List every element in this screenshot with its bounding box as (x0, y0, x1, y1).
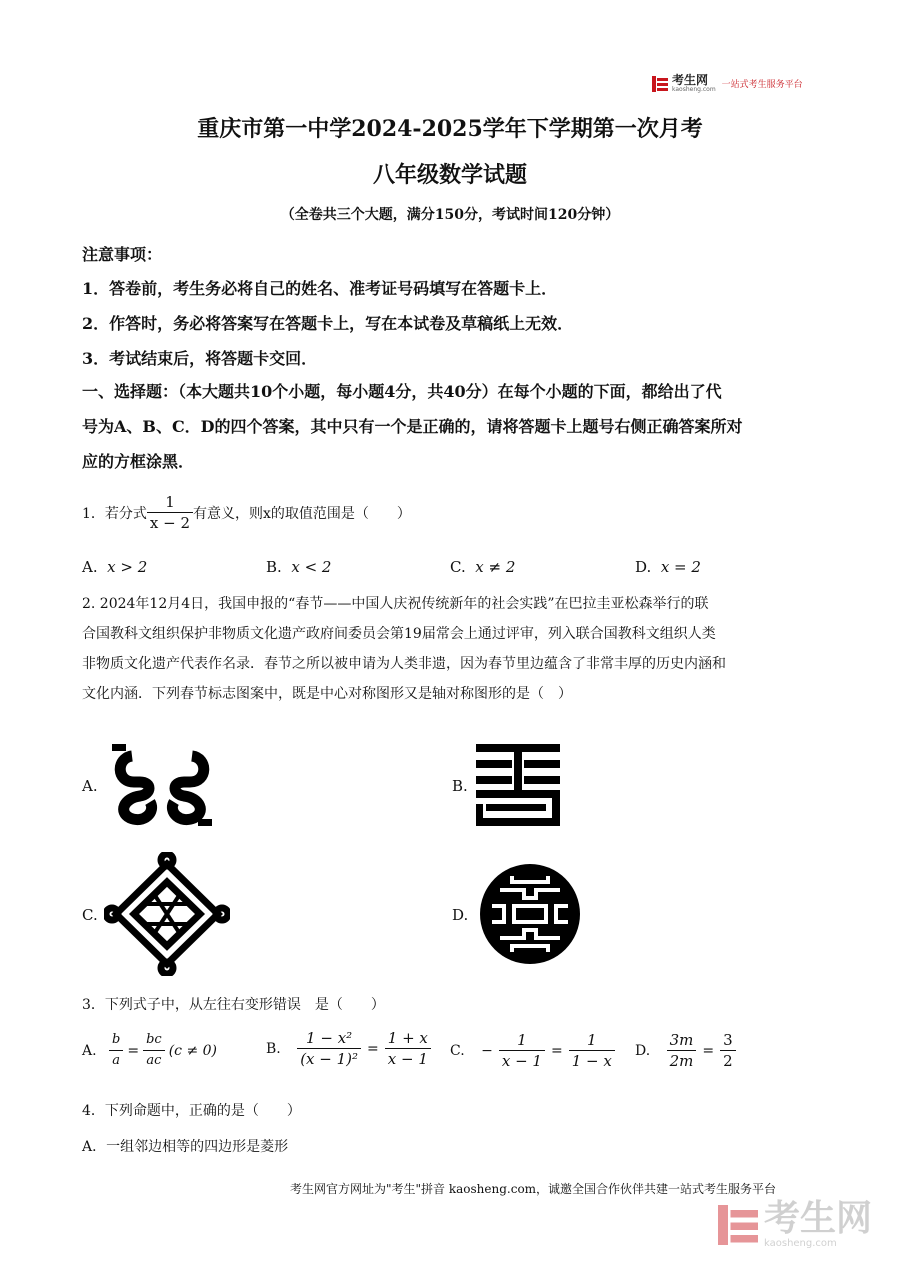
denominator: (x − 1)² (300, 1050, 359, 1068)
brand-name: 考生网 (672, 73, 709, 87)
notice-item-1: 1．答卷前，考生务必将自己的姓名、准考证号码填写在答题卡上． (82, 279, 558, 298)
q3-option-b[interactable] (266, 1028, 431, 1069)
q1-fraction (147, 492, 193, 533)
section-line-2: 号为A、B、C．D的四个答案，其中只有一个是正确的，请将答题卡上题号右侧正确答案所对 (82, 417, 743, 436)
q1-numerator: 1 (147, 492, 193, 513)
brand-text (672, 74, 716, 93)
option-label: A. (82, 558, 98, 576)
fraction (667, 1030, 697, 1071)
q2-line-1: 2. 2024年12月4日，我国申报的“春节——中国人庆祝传统新年的社会实践”在巴拉圭亚松森举行的联 (82, 596, 709, 612)
brand-url: kaosheng.com (672, 86, 716, 93)
equals-sign: = (367, 1040, 379, 1057)
kaosheng-logo-icon (652, 76, 668, 92)
denominator: 1 − x (571, 1052, 612, 1070)
numerator: 3m (667, 1030, 697, 1051)
numerator: 1 (569, 1030, 615, 1051)
q3-option-c[interactable] (450, 1030, 615, 1071)
q2-option-b-label[interactable]: B. (452, 777, 468, 795)
fraction (297, 1028, 361, 1069)
exam-subtitle: 八年级数学试题 (372, 162, 527, 188)
notice-item-3: 3．考试结束后，将答题卡交回． (82, 349, 318, 368)
numerator: 1 + x (385, 1028, 431, 1049)
watermark-text (764, 1200, 872, 1249)
denominator: x − 1 (501, 1052, 542, 1070)
equals-sign: = (550, 1042, 563, 1059)
notice-heading: 注意事项： (82, 245, 163, 264)
minus-sign: − (481, 1042, 493, 1059)
equals-sign: = (702, 1042, 715, 1059)
q2-option-c-label[interactable]: C. (82, 906, 98, 924)
fraction (569, 1030, 615, 1071)
watermark-name: 考生网 (764, 1198, 873, 1239)
numerator: 1 (499, 1030, 545, 1051)
option-label: A. (82, 1042, 97, 1059)
option-expr: x = 2 (660, 558, 701, 576)
equals-sign: = (127, 1042, 140, 1059)
q2-line-2: 合国教科文组织保护非物质文化遗产政府间委员会第19届常会上通过评审，列入联合国教科文组织人类 (82, 626, 716, 642)
numerator: 3 (720, 1030, 736, 1051)
fraction (143, 1030, 165, 1071)
denominator: a (112, 1053, 121, 1068)
q4-option-a[interactable]: A．一组邻边相等的四边形是菱形 (82, 1139, 289, 1155)
page-footer: 考生网官方网址为"考生"拼音 kaosheng.com，诚邀全国合作伙伴共建一站式考生服务平台 (290, 1182, 777, 1196)
option-label: D. (635, 558, 652, 576)
q2-option-a-label[interactable]: A. (82, 777, 98, 795)
denominator: ac (146, 1053, 162, 1068)
notice-item-2: 2．作答时，务必将答案写在答题卡上，写在本试卷及草稿纸上无效． (82, 314, 574, 333)
option-label: D. (635, 1042, 651, 1059)
section-instructions (82, 374, 822, 479)
option-label: B. (266, 558, 282, 576)
watermark-url: kaosheng.com (764, 1238, 837, 1249)
fraction (499, 1030, 545, 1071)
q1-option-b[interactable] (266, 558, 331, 576)
fraction (720, 1030, 736, 1071)
q2-option-d-label[interactable]: D. (452, 906, 469, 924)
q1-prefix: 1．若分式 (82, 505, 147, 522)
brand-slogan: 一站式考生服务平台 (721, 80, 803, 90)
pattern-d-circle-figure[interactable] (478, 862, 582, 966)
question-2 (82, 589, 822, 709)
q2-line-3: 非物质文化遗产代表作名录．春节之所以被申请为人类非遗，因为春节里边蕴含了非常丰厚的历史内涵和 (82, 656, 726, 672)
brand-logo (652, 74, 803, 93)
watermark-logo-icon (718, 1205, 758, 1245)
question-4: 4．下列命题中，正确的是（ ） (82, 1103, 301, 1119)
denominator: 2 (723, 1052, 733, 1070)
pattern-b-grid-figure[interactable] (470, 742, 566, 828)
option-label: C. (450, 558, 466, 576)
q1-option-c[interactable] (450, 558, 515, 576)
q2-line-4: 文化内涵．下列春节标志图案中，既是中心对称图形又是轴对称图形的是（ ） (82, 686, 572, 702)
q3-option-d[interactable] (635, 1030, 736, 1071)
condition: (c ≠ 0) (168, 1042, 217, 1059)
option-expr: x < 2 (291, 558, 332, 576)
exam-title: 重庆市第一中学2024-2025学年下学期第一次月考 (197, 116, 703, 142)
question-1 (82, 492, 411, 533)
exam-info: （全卷共三个大题，满分150分，考试时间120分钟） (280, 207, 620, 223)
section-line-3: 应的方框涂黑． (82, 452, 195, 471)
numerator: bc (143, 1030, 165, 1051)
option-label: B. (266, 1040, 281, 1057)
question-3: 3．下列式子中，从左往右变形错误 是（ ） (82, 997, 385, 1013)
pattern-c-knot-figure[interactable] (104, 852, 230, 976)
numerator: 1 − x² (297, 1028, 361, 1049)
option-expr: x > 2 (107, 558, 148, 576)
option-label: C. (450, 1042, 465, 1059)
fraction (109, 1030, 123, 1071)
fraction (385, 1028, 431, 1069)
denominator: 2m (669, 1052, 694, 1070)
q1-denominator: x − 2 (149, 514, 191, 532)
q1-suffix: 有意义，则x的取值范围是（ ） (193, 505, 411, 522)
pattern-a-swirl-figure[interactable] (110, 742, 214, 828)
watermark (718, 1200, 872, 1249)
section-line-1: 一、选择题：（本大题共10个小题，每小题4分，共40分）在每个小题的下面，都给出了代 (82, 382, 722, 401)
denominator: x − 1 (387, 1050, 428, 1068)
numerator: b (109, 1030, 123, 1051)
q1-option-a[interactable] (82, 558, 147, 576)
option-expr: x ≠ 2 (475, 558, 516, 576)
q3-option-a[interactable] (82, 1030, 217, 1071)
q1-option-d[interactable] (635, 558, 701, 576)
